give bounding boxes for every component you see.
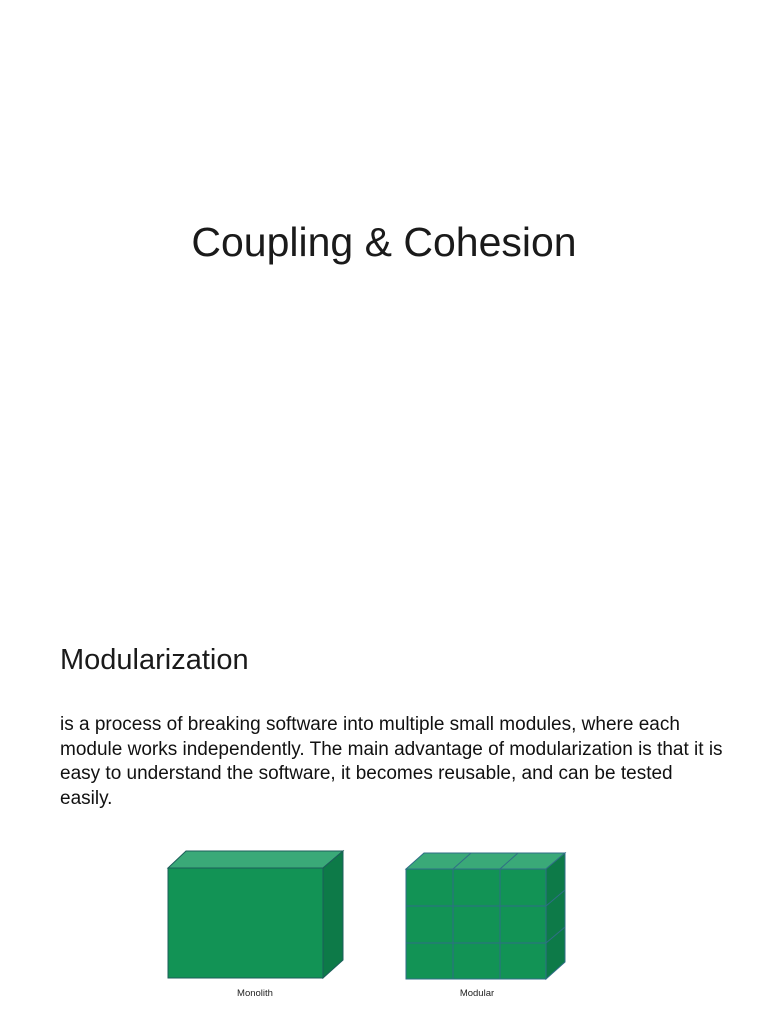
modular-caption: Modular xyxy=(459,988,495,999)
modular-front-face xyxy=(406,869,546,979)
monolith-front-face xyxy=(168,868,323,978)
monolith-cube xyxy=(160,845,350,985)
modular-side-face xyxy=(546,853,565,979)
page-title: Coupling & Cohesion xyxy=(191,219,577,265)
monolith-top-face xyxy=(168,851,343,868)
monolith-side-face xyxy=(323,851,343,978)
modular-cube xyxy=(400,845,575,985)
section-heading: Modularization xyxy=(60,644,249,676)
body-paragraph: is a process of breaking software into multiple small modules, where each module works independently. The main advantage of modularization is that it is easy to understand the software, it becomes reusable, and can be tested easily. xyxy=(60,714,723,809)
modular-top-face xyxy=(406,853,565,869)
monolith-caption: Monolith xyxy=(237,988,273,999)
